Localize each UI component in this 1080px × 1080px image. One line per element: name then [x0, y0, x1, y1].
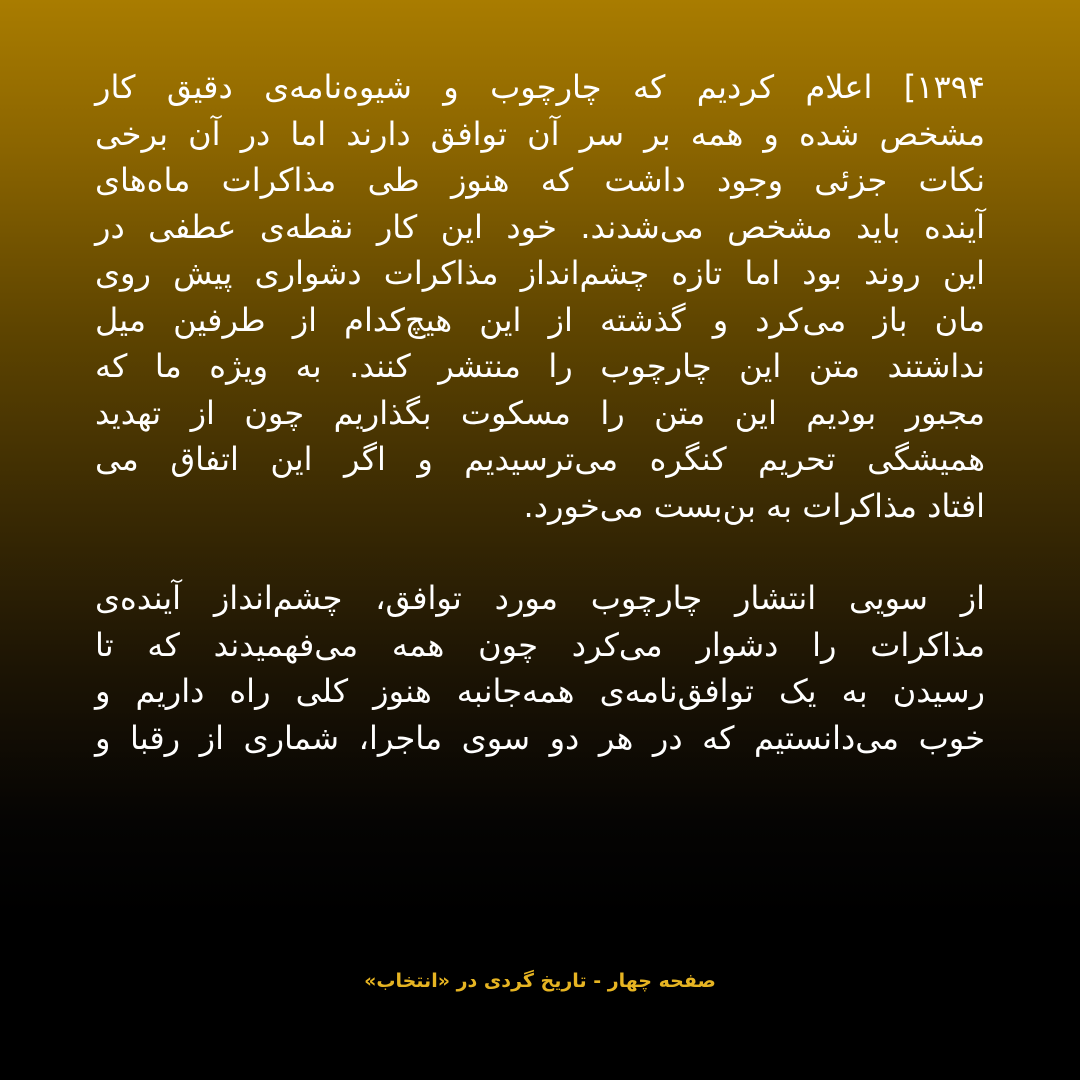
text-line: مان باز می‌کرد و گذشته از این هیچ‌کدام از طرفین میل [95, 300, 985, 339]
text-line: مجبور بودیم این متن را مسکوت بگذاریم چون از تهدید [95, 393, 985, 432]
text-line: مذاکرات را دشوار می‌کرد چون همه می‌فهمیدند که تا [95, 625, 985, 664]
text-line: رسیدن به یک توافق‌نامه‌ی همه‌جانبه هنوز کلی راه داریم و [95, 672, 985, 710]
paragraph-1 [95, 64, 985, 529]
text-line: مشخص شده و همه بر سر آن توافق دارند اما در آن برخی [95, 114, 985, 153]
text-line: از سویی انتشار چارچوب مورد توافق، چشم‌انداز آینده‌ی [95, 579, 985, 617]
paragraph-2 [95, 575, 985, 761]
page-caption: صفحه چهار - تاریخ گردی در «انتخاب» [364, 970, 716, 992]
text-line: آینده باید مشخص می‌شدند. خود این کار نقطه‌ی عطفی در [95, 207, 985, 246]
article-body [95, 64, 985, 761]
text-line: ۱۳۹۴] اعلام کردیم که چارچوب و شیوه‌نامه‌ی دقیق کار [95, 68, 985, 106]
text-line: نکات جزئی وجود داشت که هنوز طی مذاکرات ماه‌های [95, 161, 985, 199]
text-line: این روند بود اما تازه چشم‌انداز مذاکرات دشواری پیش روی [95, 254, 985, 292]
text-line: خوب می‌دانستیم که در هر دو سوی ماجرا، شماری از رقبا و [95, 718, 985, 757]
text-line: نداشتند متن این چارچوب را منتشر کنند. به ویژه ما که [95, 347, 985, 385]
text-line: افتاد مذاکرات به بن‌بست می‌خورد. [523, 486, 985, 525]
text-line: همیشگی تحریم کنگره می‌ترسیدیم و اگر این اتفاق می [95, 440, 985, 478]
